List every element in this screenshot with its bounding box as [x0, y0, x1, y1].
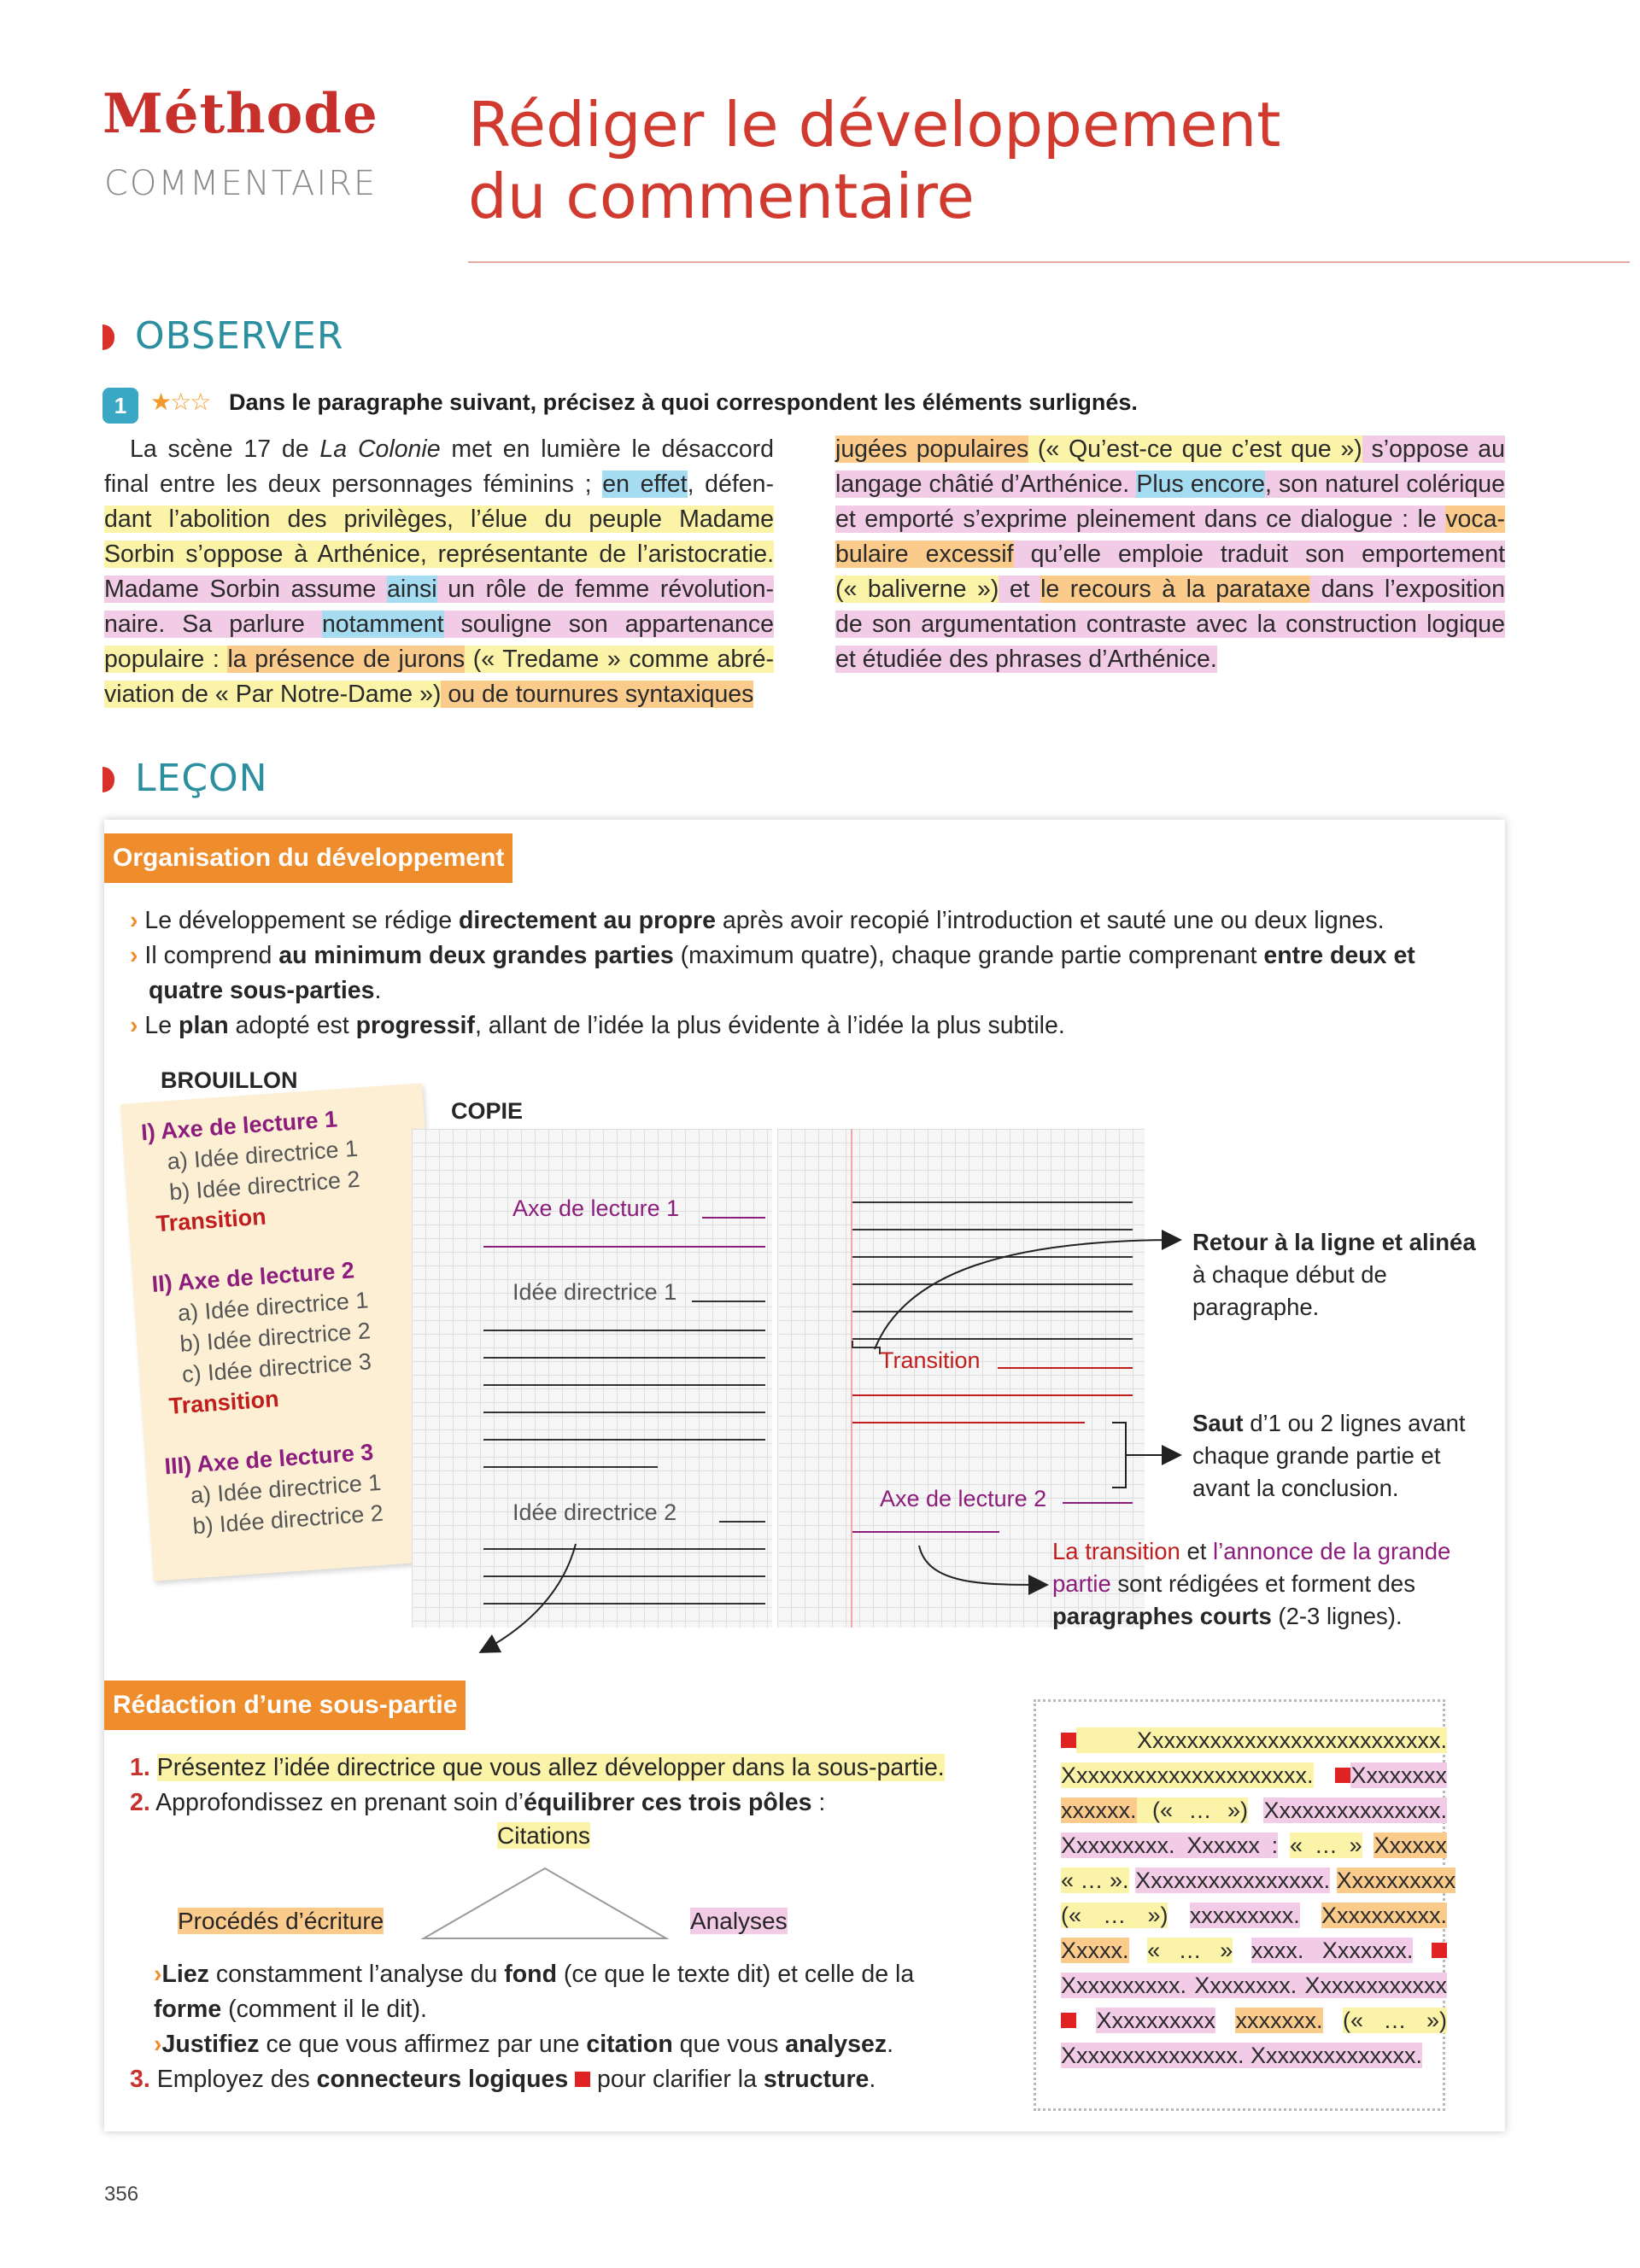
step-number: 2.: [130, 1789, 150, 1816]
example-segment: Xxxxxxxxxx: [1336, 1868, 1456, 1893]
step-2-bold: équilibrer ces trois pôles: [524, 1789, 812, 1816]
chevron-right-icon: ›: [130, 907, 145, 934]
copie-label: COPIE: [451, 1098, 524, 1124]
example-segment: [1129, 1868, 1136, 1893]
lier-bold: Liez: [161, 1961, 209, 1988]
paragraph-segment: dant l’abolition des privilèges, l’élue du peuple Madame: [104, 506, 774, 533]
example-line: [1061, 2003, 1447, 2038]
example-segment: [1330, 1868, 1337, 1893]
example-line: [1061, 1863, 1456, 1898]
example-segment: [1300, 1903, 1321, 1928]
note-text: (2-3 lignes).: [1271, 1603, 1403, 1629]
redaction-tag: Rédaction d’une sous-partie: [104, 1681, 466, 1730]
step-3-bold: connecteurs logiques: [316, 2066, 569, 2093]
lecon-heading-text: LEÇON: [135, 757, 268, 800]
note-alinea-line: à chaque début de: [1192, 1261, 1387, 1288]
exercise-number-badge: 1: [102, 388, 138, 424]
paragraph-segment: (« Qu’est-ce que c’est que »): [1028, 435, 1362, 463]
example-segment: [1233, 1938, 1251, 1963]
red-square-icon: [1061, 2013, 1076, 2028]
brouillon-transition: Transition: [167, 1385, 280, 1419]
paragraph-segment: notamment: [321, 611, 444, 638]
page-title-line-1: Rédiger le développement: [468, 89, 1281, 161]
paragraph-segment: Plus encore: [1136, 471, 1266, 498]
bullet-segment: adopté est: [228, 1012, 356, 1039]
justifier-bold: citation: [586, 2031, 673, 2058]
bullet-segment: (maximum quatre), chaque grande partie comprenant: [673, 942, 1264, 969]
example-line: [1061, 1898, 1447, 1933]
example-segment: [1168, 1903, 1189, 1928]
note-saut-line: avant la conclusion.: [1192, 1475, 1399, 1501]
note-purple: partie: [1052, 1570, 1111, 1597]
step-number: 3.: [130, 2066, 150, 2093]
paragraph-segment: Sorbin s’oppose à Arthénice, représentante de l’aristocratie.: [104, 541, 774, 568]
lier-justifier: [154, 1957, 1008, 2062]
example-segment: (« … »): [1342, 2008, 1447, 2033]
copie-axe-2: Axe de lecture 2: [880, 1486, 1047, 1511]
paragraph-segment: , défen-: [687, 471, 774, 498]
example-segment: Xxxxxxxxxxxxxxxx.: [1135, 1868, 1331, 1893]
example-segment: (« … »): [1061, 1903, 1168, 1928]
chevron-right-icon: ›: [130, 1012, 145, 1039]
paragraph-segment: la présence de jurons: [227, 646, 466, 673]
pole-citations-label: Citations: [497, 1822, 590, 1849]
paragraph-segment: bulaire excessif: [835, 541, 1014, 568]
example-segment: Xxxxx.: [1061, 1938, 1129, 1963]
example-segment: [1129, 1938, 1148, 1963]
paragraph-segment: naire. Sa parlure: [104, 611, 322, 638]
brouillon-axe-2: II) Axe de lecture 2: [150, 1257, 355, 1297]
brouillon-idee: c) Idée directrice 3: [181, 1348, 372, 1388]
paragraph-segment: et étudiée des phrases d’Arthénice.: [835, 646, 1217, 673]
example-segment: Xxxxxxxxxx: [1096, 2008, 1215, 2033]
page-title-line-2: du commentaire: [468, 161, 975, 232]
paragraph-segment: et: [999, 576, 1041, 603]
example-segment: Xxxxxxxxx. Xxxxxx :: [1061, 1833, 1279, 1858]
chevron-right-icon: ›: [154, 1961, 162, 1988]
page-number: 356: [104, 2183, 139, 2206]
bullet-segment: progressif: [355, 1012, 475, 1039]
red-square-icon: [1432, 1943, 1447, 1958]
brouillon-transition: Transition: [155, 1203, 267, 1237]
example-line: [1061, 1723, 1447, 1758]
step-3-text: .: [869, 2066, 876, 2093]
step-3-text: Employez des: [156, 2066, 317, 2093]
arrow-transition: [919, 1546, 1046, 1585]
justifier-text: ce que vous affirmez par une: [259, 2031, 587, 2058]
chevron-right-icon: ›: [130, 942, 145, 969]
justifier-text: .: [887, 2031, 894, 2058]
example-segment: Xxxxxxxxxxxxxxx.: [1263, 1797, 1447, 1823]
step-2-text: Approfondissez en prenant soin d’: [155, 1789, 524, 1816]
note-text: sont rédigées et forment des: [1110, 1570, 1415, 1597]
example-segment: xxxxxxxxx.: [1189, 1903, 1300, 1928]
bullet-segment: , allant de l’idée la plus évidente à l’idée la plus subtile.: [474, 1012, 1065, 1039]
example-segment: Xxxxxxxxxx.: [1321, 1903, 1447, 1928]
example-segment: xxxx. Xxxxxxx.: [1250, 1938, 1414, 1963]
note-alinea: [1192, 1226, 1517, 1324]
paragraph-segment: en effet: [602, 471, 688, 498]
pole-citations: [497, 1822, 590, 1850]
paragraph-segment: s’oppose au: [1362, 435, 1505, 463]
pole-analyses: [690, 1908, 788, 1935]
chevron-right-icon: ›: [154, 2031, 162, 2058]
example-line: [1061, 2038, 1447, 2073]
paragraph-segment: voca-: [1445, 506, 1505, 533]
example-segment: Xxxxxxxxxx. Xxxxxxxx. Xxxxxxxxxxxx: [1061, 1973, 1447, 1998]
bullet-segment: quatre sous-parties: [149, 977, 375, 1004]
step-3: [130, 2062, 1018, 2097]
observer-heading-text: OBSERVER: [135, 314, 344, 358]
brouillon-idee: a) Idée directrice 1: [177, 1287, 370, 1326]
brouillon-label: BROUILLON: [161, 1067, 298, 1093]
justifier-bold: Justifiez: [161, 2031, 260, 2058]
bullet-segment: .: [374, 977, 382, 1004]
example-segment: xxxxxx.: [1061, 1797, 1137, 1823]
example-segment: Xxxxxxxxxxxxxxxxxxxxxxxxxx.: [1076, 1727, 1447, 1753]
paragraph-segment: de son argumentation contraste avec la construction logique: [835, 611, 1505, 638]
pole-analyses-label: Analyses: [690, 1908, 788, 1934]
example-line: [1061, 1968, 1447, 2003]
example-line: [1061, 1828, 1447, 1863]
paragraph-segment: qu’elle emploie traduit son emportement: [1013, 541, 1505, 568]
paragraph-segment: un rôle de femme révolution-: [436, 576, 774, 603]
bullet-segment: entre deux et: [1263, 942, 1415, 969]
note-bold: paragraphes courts: [1052, 1603, 1272, 1629]
step-3-text: pour clarifier la: [590, 2066, 764, 2093]
step-1-text: Présentez l’idée directrice que vous allez développer dans la sous-partie.: [156, 1754, 945, 1781]
brouillon-axe-1: I) Axe de lecture 1: [140, 1106, 338, 1146]
justifier-text: que vous: [672, 2031, 786, 2058]
paragraph-segment: La scène 17 de: [130, 435, 320, 463]
paragraph-segment: le recours à la parataxe: [1040, 576, 1311, 603]
paragraph-segment: populaire :: [104, 646, 228, 673]
example-line: [1061, 1758, 1447, 1793]
example-segment: « … »: [1147, 1938, 1233, 1963]
brouillon-idee: b) Idée directrice 2: [168, 1166, 361, 1206]
note-red: La transition: [1052, 1538, 1180, 1564]
paragraph-segment: langage châtié d’Arthénice.: [835, 471, 1137, 498]
copie-axe-1: Axe de lecture 1: [512, 1195, 680, 1221]
note-transition: [1052, 1535, 1514, 1633]
example-segment: Xxxxxxxx: [1350, 1762, 1447, 1788]
difficulty-stars-icon: ★☆☆: [150, 389, 210, 415]
example-segment: [1413, 1938, 1432, 1963]
example-segment: [1314, 1762, 1336, 1788]
lier-text: (comment il le dit).: [221, 1996, 427, 2023]
example-line: [1061, 1793, 1447, 1828]
step-3-bold: structure: [763, 2066, 870, 2093]
bullet-segment: Il comprend: [144, 942, 279, 969]
bullet-segment: Le: [144, 1012, 179, 1039]
bullet-segment: plan: [179, 1012, 229, 1039]
note-saut: [1192, 1407, 1517, 1505]
example-segment: [1323, 2008, 1343, 2033]
example-segment: xxxxxxx.: [1235, 2008, 1323, 2033]
red-square-icon: [575, 2072, 590, 2087]
copie-idee-2: Idée directrice 2: [512, 1499, 677, 1525]
brouillon-idee: b) Idée directrice 2: [179, 1318, 372, 1357]
lier-bold: forme: [154, 1996, 222, 2023]
example-segment: Xxxxxx: [1374, 1833, 1447, 1858]
lier-text: constamment l’analyse du: [208, 1961, 505, 1988]
example-segment: [1215, 2008, 1235, 2033]
paragraph-segment: final entre les deux personnages féminins ;: [104, 471, 603, 498]
paragraph-segment: jugées populaires: [835, 435, 1029, 463]
paragraph-segment: (« Tredame » comme abré-: [465, 646, 774, 673]
brouillon-idee: b) Idée directrice 2: [191, 1499, 384, 1540]
example-segment: « … »: [1289, 1833, 1362, 1858]
paragraph-segment: dans l’exposition: [1310, 576, 1505, 603]
copie-transition: Transition: [880, 1347, 981, 1373]
method-label: Méthode: [102, 82, 378, 146]
paragraph-segment: met en lumière le désaccord: [440, 435, 775, 463]
exercise-question: Dans le paragraphe suivant, précisez à quoi correspondent les éléments surlignés.: [229, 389, 1138, 415]
note-alinea-line: paragraphe.: [1192, 1294, 1320, 1320]
red-square-icon: [1061, 1733, 1076, 1748]
note-saut-bold: Saut: [1192, 1410, 1244, 1436]
exercise-kind: COMMENTAIRE: [104, 164, 378, 203]
red-square-icon: [1335, 1768, 1350, 1783]
paragraph-segment: La Colonie: [319, 435, 441, 463]
note-saut-line: chaque grande partie et: [1192, 1442, 1441, 1469]
example-paragraph: [1061, 1723, 1456, 2073]
example-segment: « … ».: [1061, 1868, 1129, 1893]
paragraph-segment: viation de « Par Notre-Dame »): [104, 681, 442, 708]
paragraph-segment: Madame Sorbin assume: [104, 576, 388, 603]
bullet-segment: au minimum deux grandes parties: [278, 942, 674, 969]
example-line: [1061, 1933, 1447, 1968]
paragraph-segment: (« baliverne »): [835, 576, 999, 603]
note-text: et: [1180, 1538, 1214, 1564]
paragraph-segment: , son naturel colérique: [1265, 471, 1505, 498]
pole-procedes-label: Procédés d’écriture: [178, 1908, 384, 1934]
arrow-brouillon: [482, 1544, 576, 1651]
lier-text: (ce que le texte dit) et celle de la: [557, 1961, 915, 1988]
brouillon-idee: a) Idée directrice 1: [166, 1135, 359, 1175]
note-alinea-bold: Retour à la ligne et alinéa: [1192, 1229, 1476, 1255]
note-purple: l’annonce de la grande: [1213, 1538, 1451, 1564]
brouillon-axe-3: III) Axe de lecture 3: [163, 1439, 375, 1480]
bullet-segment: Le développement se rédige: [144, 907, 460, 934]
paragraph-segment: ou de tournures syntaxiques: [441, 681, 754, 708]
step-number: 1.: [130, 1754, 150, 1781]
paragraph-segment: et emporté s’exprime pleinement dans ce dialogue : le: [835, 506, 1446, 533]
poles-triangle: [424, 1868, 666, 1938]
example-segment: Xxxxxxxxxxxxxxx. Xxxxxxxxxxxxxx.: [1061, 2043, 1423, 2068]
example-segment: (« … »): [1136, 1797, 1248, 1823]
brouillon-idee: a) Idée directrice 1: [190, 1469, 383, 1509]
example-segment: [1076, 2008, 1096, 2033]
copie-idee-1: Idée directrice 1: [512, 1279, 677, 1305]
example-segment: [1362, 1833, 1374, 1858]
example-segment: [1248, 1797, 1263, 1823]
paragraph-segment: ainsi: [387, 576, 437, 603]
lier-bold: fond: [504, 1961, 557, 1988]
arrow-saut: [1112, 1423, 1179, 1488]
pole-procedes: [178, 1908, 384, 1935]
example-segment: [1278, 1833, 1290, 1858]
bullet-segment: directement au propre: [459, 907, 716, 934]
organisation-tag: Organisation du développement: [104, 833, 512, 883]
paragraph-segment: souligne son appartenance: [443, 611, 775, 638]
note-saut-line: d’1 ou 2 lignes avant: [1243, 1410, 1466, 1436]
bullet-segment: après avoir recopié l’introduction et sauté une ou deux lignes.: [715, 907, 1385, 934]
redaction-steps: [130, 1751, 1001, 1821]
example-segment: Xxxxxxxxxxxxxxxxxxxxx.: [1061, 1762, 1314, 1788]
justifier-bold: analysez: [785, 2031, 887, 2058]
step-2-text: :: [811, 1789, 826, 1816]
